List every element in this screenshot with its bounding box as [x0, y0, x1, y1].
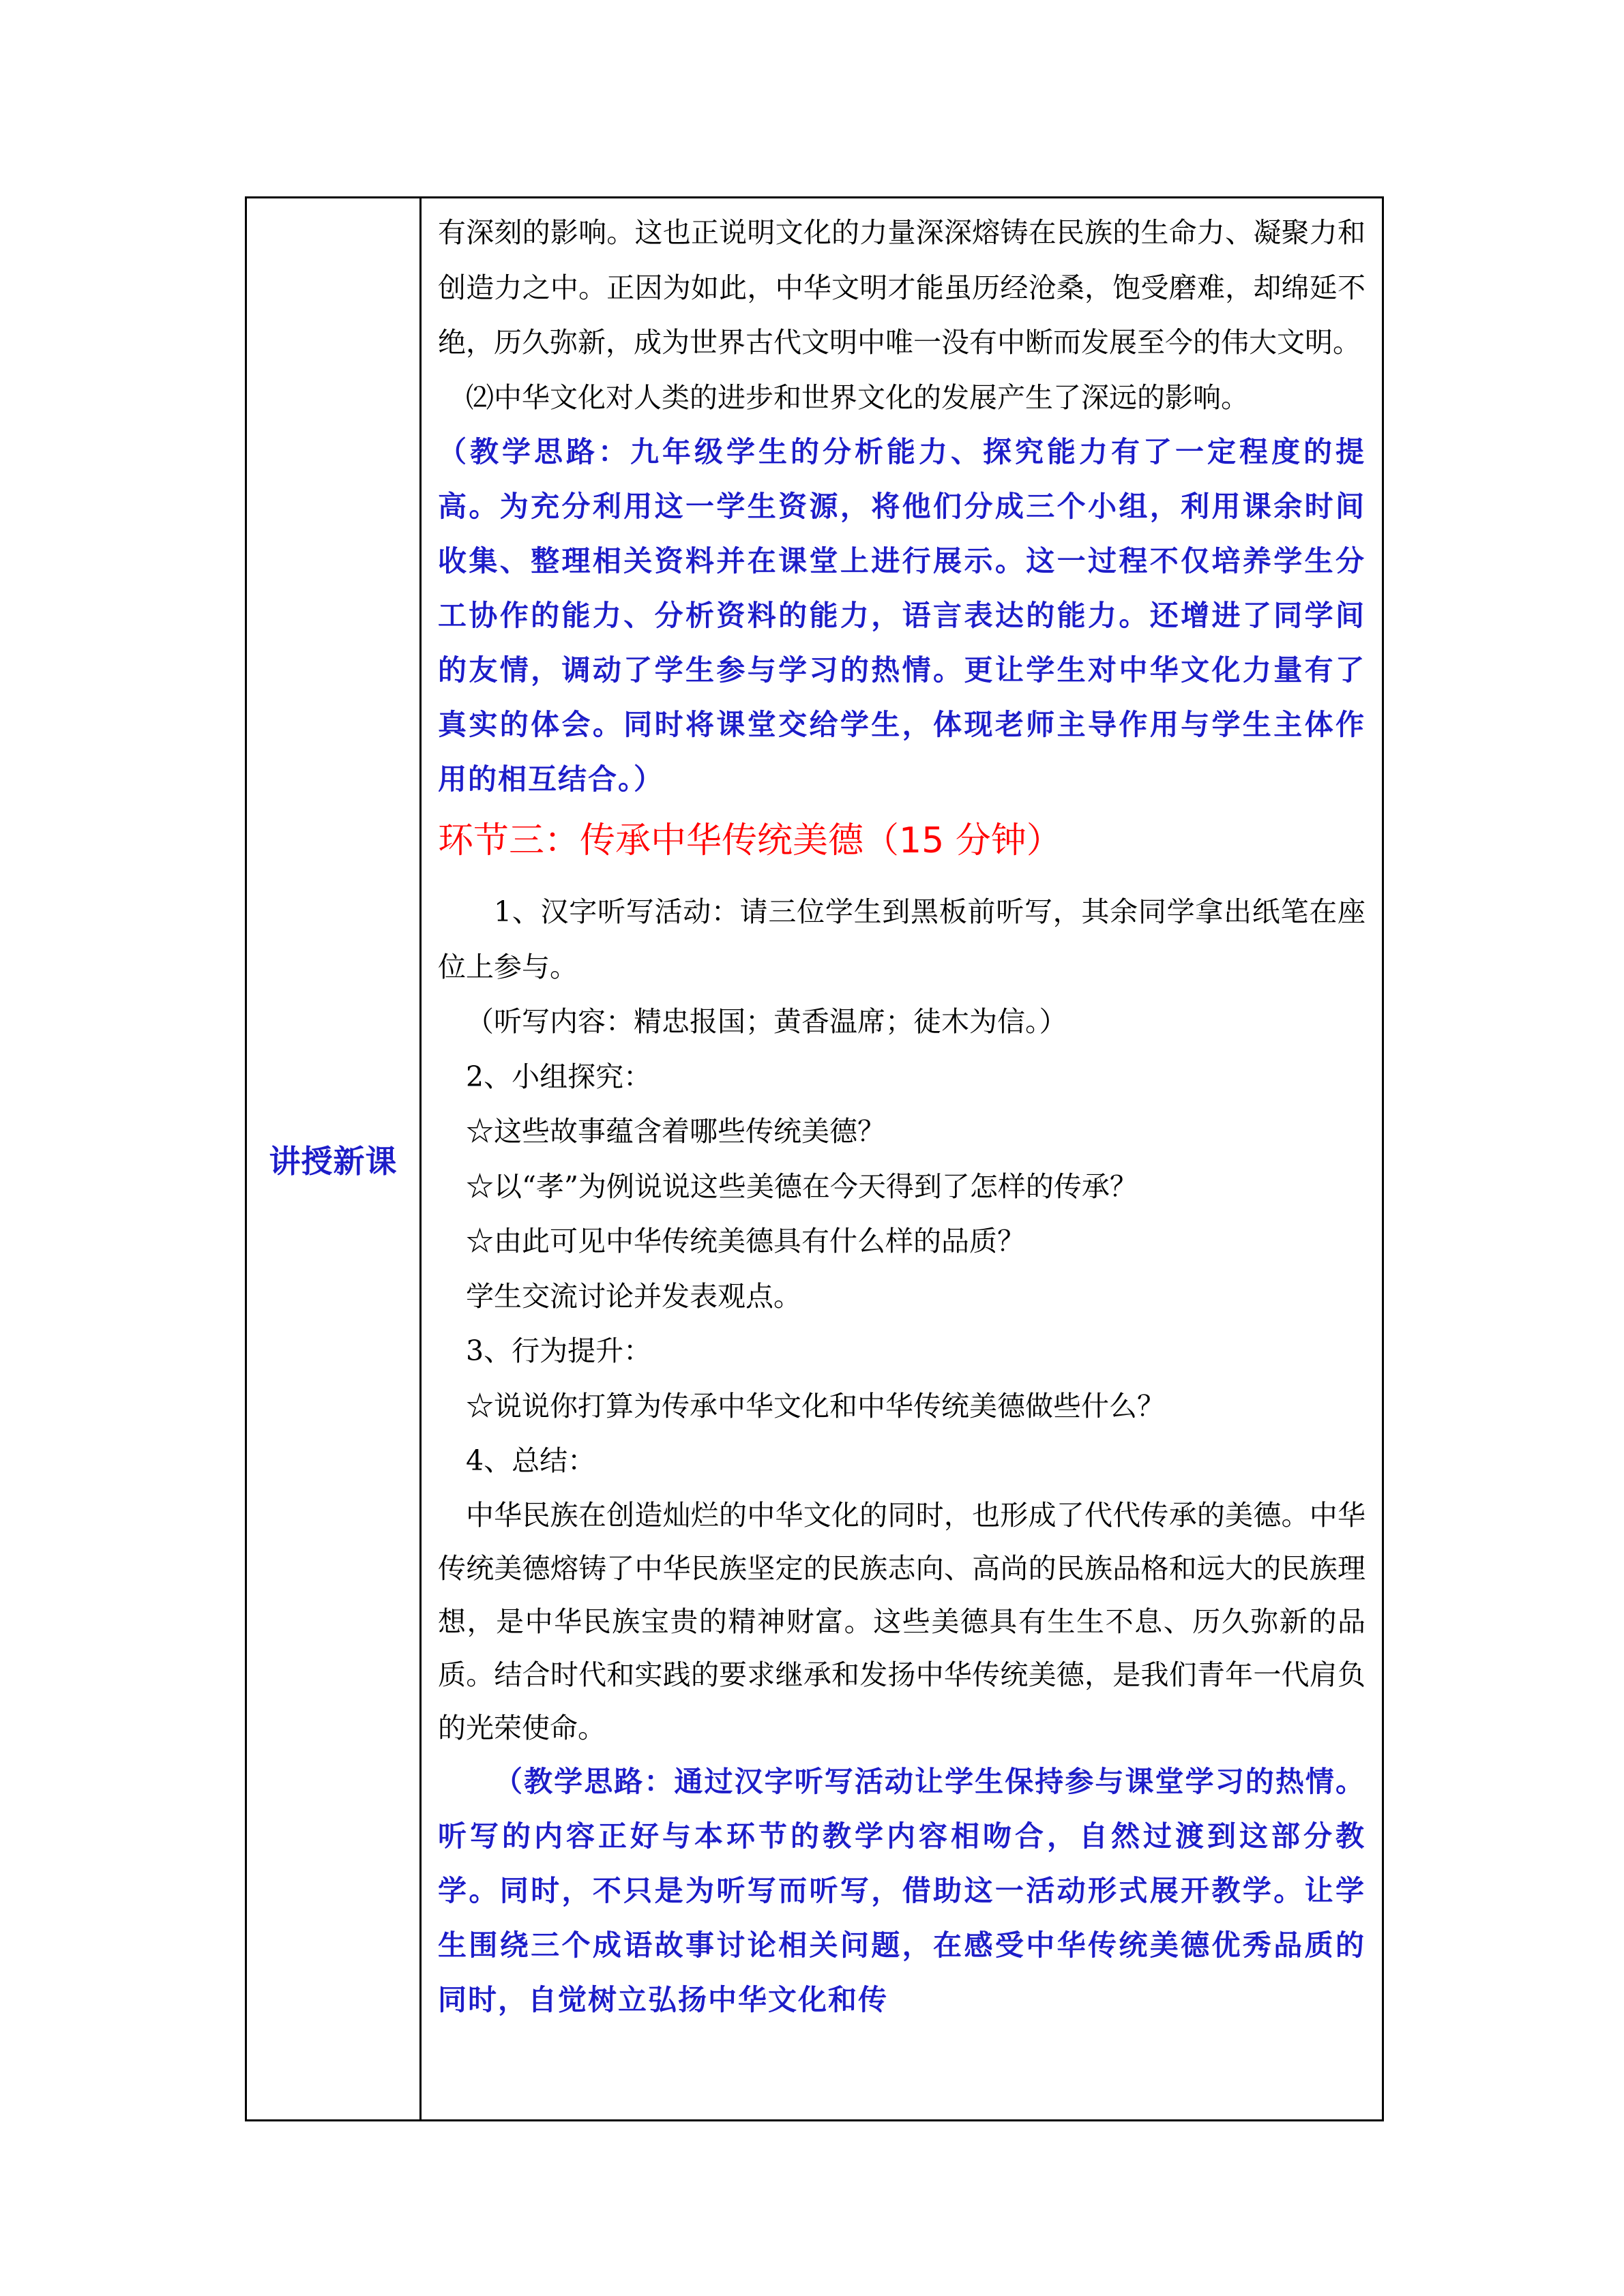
content-body — [438, 205, 1365, 2027]
step-2-group-inquiry: 2、小组探究： — [466, 1060, 652, 1093]
summary-text: 中华民族在创造灿烂的中华文化的同时，也形成了代代传承的美德。中华传统美德熔铸了中华民族坚定的民族志向、高尚的民族品格和远大的民族理想，是中华民族宝贵的精神财富。这些美德具有生生不息、历久弥新的品质。结合时代和实践的要求继承和发扬中华传统美德，是我们青年一代肩负的光荣使命。 — [438, 1498, 1365, 1744]
table-row — [246, 198, 1383, 2121]
teaching-note-1: （教学思路：九年级学生的分析能力、探究能力有了一定程度的提高。为充分利用这一学生资源，将他们分成三个小组，利用课余时间收集、整理相关资料并在课堂上进行展示。这一过程不仅培养学生分工协作的能力、分析资料的能力，语言表达的能力。还增进了同学间的友情，调动了学生参与学习的热情。更让学生对中华文化力量有了真实的体会。同时将课堂交给学生，体现老师主导作用与学生主体作用的相互结合。） — [438, 435, 1365, 796]
lesson-plan-table — [245, 196, 1384, 2121]
question-4: ☆说说你打算为传承中华文化和中华传统美德做些什么？ — [466, 1389, 1165, 1422]
dictation-content: （听写内容：精忠报国；黄香温席；徒木为信。） — [466, 1005, 1067, 1038]
paragraph-continuation: 有深刻的影响。这也正说明文化的力量深深熔铸在民族的生命力、凝聚力和创造力之中。正因为如此，中华文明才能虽历经沧桑，饱受磨难，却绵延不绝，历久弥新，成为世界古代文明中唯一没有中断而发展至今的伟大文明。 — [438, 216, 1365, 359]
paragraph-point-2: ⑵中华文化对人类的进步和世界文化的发展产生了深远的影响。 — [466, 381, 1249, 414]
step-1-dictation: 1、汉字听写活动：请三位学生到黑板前听写，其余同学拿出纸笔在座位上参与。 — [438, 895, 1365, 983]
step-4-summary: 4、总结： — [466, 1444, 596, 1477]
question-3: ☆由此可见中华传统美德具有什么样的品质？ — [466, 1225, 1025, 1257]
student-discussion: 学生交流讨论并发表观点。 — [466, 1279, 801, 1313]
content-cell — [421, 198, 1383, 2121]
teaching-note-2: （教学思路：通过汉字听写活动让学生保持参与课堂学习的热情。听写的内容正好与本环节的教学内容相吻合，自然过渡到这部分教学。同时，不只是为听写而听写，借助这一活动形式展开教学。让学生围绕三个成语故事讨论相关问题，在感受中华传统美德优秀品质的同时，自觉树立弘扬中华文化和传 — [438, 1764, 1365, 2016]
question-1: ☆这些故事蕴含着哪些传统美德？ — [466, 1115, 885, 1148]
section-heading: 环节三：传承中华传统美德（15 分钟） — [438, 820, 1062, 861]
step-3-behavior: 3、行为提升： — [466, 1335, 652, 1367]
row-label-cell — [246, 198, 421, 2121]
question-2: ☆以“孝”为例说说这些美德在今天得到了怎样的传承？ — [466, 1169, 1138, 1203]
row-label: 讲授新课 — [269, 1142, 398, 1180]
